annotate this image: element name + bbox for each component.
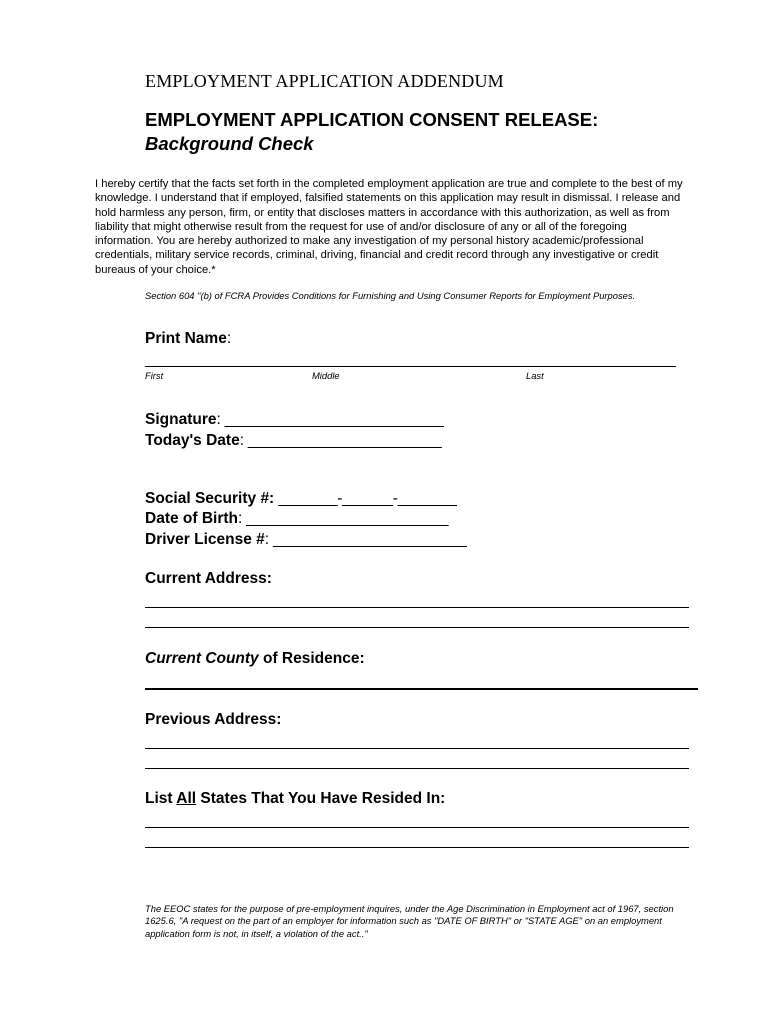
signature-row	[145, 411, 444, 429]
dob-field[interactable]: ________________________	[242, 510, 449, 527]
signature-field[interactable]: __________________________	[220, 411, 444, 428]
current-address-line-2[interactable]	[145, 627, 689, 628]
todays-date-label: Today's Date	[145, 432, 240, 449]
todays-date-row	[145, 432, 442, 450]
previous-address-label: Previous Address:	[145, 711, 282, 728]
county-label	[145, 650, 365, 668]
dob-colon: :	[238, 510, 243, 527]
driver-license-colon: :	[264, 531, 269, 548]
form-subtitle: Background Check	[145, 133, 314, 154]
county-label-italic: Current County	[145, 650, 259, 667]
first-name-caption: First	[145, 370, 164, 381]
print-name-field[interactable]: _______________________________________________________________	[145, 351, 676, 368]
driver-license-row	[145, 531, 467, 549]
document-heading: EMPLOYMENT APPLICATION ADDENDUM	[145, 71, 504, 91]
dob-label: Date of Birth	[145, 510, 238, 527]
county-field-line[interactable]	[145, 688, 698, 690]
todays-date-colon: :	[239, 432, 244, 449]
previous-address-line-1[interactable]	[145, 748, 689, 749]
current-address-label: Current Address:	[145, 570, 272, 587]
last-name-caption: Last	[526, 370, 544, 381]
fcra-section-note: Section 604 "(b) of FCRA Provides Conditions for Furnishing and Using Consumer Reports for Employment Purposes.	[145, 290, 636, 301]
eeoc-footnote: The EEOC states for the purpose of pre-employment inquires, under the Age Discrimination in Employment act of 1967, section 1625.6, "A request on the part of an employer for information such as "DATE OF BIRTH" or "STATE AGE" on an employment application form is not, in itself, a violation of the act.."	[145, 903, 674, 939]
certification-paragraph: I hereby certify that the facts set forth in the completed employment application are true and complete to the best of my knowledge. I understand that if employed, falsified statements on this application may result in dismissal. I release and hold harmless any person, firm, or entity that discloses matters in accordance with this authorization, as well as from liability that might otherwise result from the request for use of and/or disclosure of any or all of the foregoing information. You are hereby authorized to make any investigation of my personal history academic/professional credentials, military service records, criminal, driving, financial and credit record through any investigative or credit bureaus of your choice.*	[95, 178, 683, 276]
print-name-label	[145, 330, 231, 348]
form-title: EMPLOYMENT APPLICATION CONSENT RELEASE:	[145, 109, 599, 130]
signature-label: Signature	[145, 411, 217, 428]
ssn-label: Social Security #:	[145, 490, 275, 507]
ssn-field[interactable]: _______-______-_______	[274, 490, 457, 507]
middle-name-caption: Middle	[312, 370, 340, 381]
driver-license-label: Driver License #	[145, 531, 265, 548]
states-line-1[interactable]	[145, 827, 689, 828]
print-name-colon: :	[226, 330, 232, 347]
dob-row	[145, 510, 448, 528]
print-name-label-text: Print Name	[145, 330, 227, 347]
driver-license-field[interactable]: _______________________	[268, 531, 467, 548]
ssn-row	[145, 490, 457, 508]
signature-colon: :	[216, 411, 221, 428]
states-label-prefix: List	[145, 790, 177, 807]
states-label-all: All	[176, 790, 197, 807]
states-line-2[interactable]	[145, 847, 689, 848]
states-label-suffix: States That You Have Resided In:	[196, 790, 446, 807]
states-label	[145, 790, 445, 808]
todays-date-field[interactable]: _______________________	[243, 432, 442, 449]
previous-address-line-2[interactable]	[145, 768, 689, 769]
county-label-rest: of Residence:	[258, 650, 365, 667]
current-address-line-1[interactable]	[145, 607, 689, 608]
